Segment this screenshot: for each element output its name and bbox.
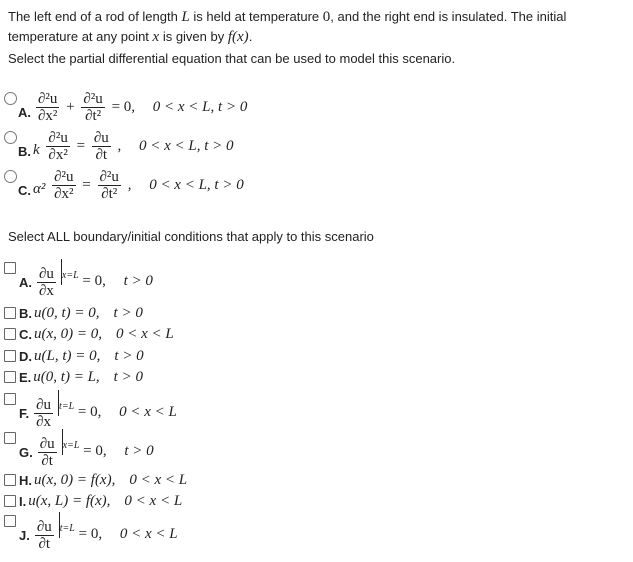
fraction bbox=[37, 266, 56, 299]
expression: u(x, L) = f(x), bbox=[28, 492, 111, 509]
condition: 0 < x < L bbox=[116, 325, 174, 342]
checkbox[interactable] bbox=[4, 307, 16, 319]
fraction bbox=[81, 91, 104, 124]
option-label: H. bbox=[19, 472, 32, 488]
rhs: , bbox=[127, 176, 132, 193]
math-x: x bbox=[152, 29, 160, 45]
expression: u(0, t) = 0, bbox=[34, 304, 100, 321]
option-label: E. bbox=[19, 369, 32, 385]
fraction bbox=[52, 169, 75, 202]
rhs: , bbox=[117, 137, 122, 154]
bc-option-g[interactable] bbox=[4, 432, 154, 469]
text: is given by bbox=[159, 29, 228, 44]
text: is held at temperature bbox=[189, 9, 323, 24]
fraction bbox=[98, 169, 121, 202]
math-f-of-x: f(x) bbox=[227, 29, 249, 45]
question-line-3: Select the partial differential equation that can be used to model this scenario. bbox=[8, 51, 456, 66]
option-label: B. bbox=[19, 305, 32, 321]
checkbox[interactable] bbox=[4, 515, 16, 527]
domain-condition: 0 < x < L, t > 0 bbox=[149, 176, 244, 193]
pde-option-b[interactable] bbox=[4, 131, 234, 161]
denominator: ∂t bbox=[95, 146, 108, 163]
evaluation-point: t=L bbox=[59, 523, 75, 535]
checkbox[interactable] bbox=[4, 495, 16, 507]
checkbox[interactable] bbox=[4, 371, 16, 383]
condition: 0 < x < L bbox=[129, 471, 188, 488]
numerator: ∂²u bbox=[48, 129, 68, 146]
numerator: ∂u bbox=[36, 396, 52, 413]
bc-option-e[interactable] bbox=[4, 366, 143, 388]
numerator: ∂u bbox=[39, 265, 54, 282]
fraction bbox=[38, 436, 57, 469]
denominator: ∂t² bbox=[101, 185, 118, 202]
operator: + bbox=[66, 98, 75, 115]
coefficient: k bbox=[33, 142, 40, 159]
numerator: ∂²u bbox=[54, 168, 74, 185]
evaluation-point: t=L bbox=[59, 401, 75, 413]
expression: u(0, t) = L, bbox=[33, 368, 100, 385]
condition: 0 < x < L bbox=[124, 492, 183, 509]
denominator: ∂x² bbox=[48, 146, 68, 163]
condition: t > 0 bbox=[123, 273, 153, 290]
bc-option-f[interactable] bbox=[4, 393, 177, 430]
numerator: ∂u bbox=[36, 518, 52, 535]
radio-button[interactable] bbox=[4, 131, 17, 144]
bc-option-h[interactable] bbox=[4, 469, 187, 491]
numerator: ∂²u bbox=[38, 90, 58, 107]
bc-option-d[interactable] bbox=[4, 345, 144, 367]
evaluation-point: x=L bbox=[61, 270, 79, 282]
expression: u(x, 0) = f(x), bbox=[34, 471, 116, 488]
checkbox[interactable] bbox=[4, 393, 16, 405]
numerator: ∂u bbox=[39, 435, 55, 452]
radio-button[interactable] bbox=[4, 170, 17, 183]
rhs: = 0, bbox=[111, 98, 136, 115]
option-label: A. bbox=[18, 104, 31, 120]
option-label: I. bbox=[19, 493, 27, 509]
numerator: ∂u bbox=[93, 129, 109, 146]
denominator: ∂x bbox=[39, 282, 54, 299]
denominator: ∂t² bbox=[85, 107, 102, 124]
text: temperature at any point bbox=[8, 29, 153, 44]
denominator: ∂x² bbox=[54, 185, 74, 202]
condition: t > 0 bbox=[113, 304, 143, 321]
numerator: ∂²u bbox=[83, 90, 103, 107]
evaluation-point: x=L bbox=[62, 440, 80, 452]
checkbox[interactable] bbox=[4, 328, 16, 340]
condition: t > 0 bbox=[113, 368, 143, 385]
checkbox[interactable] bbox=[4, 432, 16, 444]
numerator: ∂²u bbox=[99, 168, 119, 185]
option-label: B. bbox=[18, 143, 31, 159]
text: , and the right end is insulated. The initial bbox=[330, 9, 567, 24]
option-label: D. bbox=[19, 348, 32, 364]
condition: t > 0 bbox=[124, 443, 154, 460]
bc-prompt: Select ALL boundary/initial conditions that apply to this scenario bbox=[8, 229, 374, 244]
condition: 0 < x < L bbox=[119, 404, 177, 421]
coefficient: α² bbox=[33, 181, 46, 198]
option-label: C. bbox=[19, 326, 32, 342]
question-line-1 bbox=[8, 8, 566, 26]
rhs: = 0, bbox=[78, 526, 103, 543]
text: . bbox=[248, 29, 253, 44]
bc-option-a[interactable] bbox=[4, 262, 153, 299]
fraction bbox=[35, 519, 54, 552]
bc-option-j[interactable] bbox=[4, 515, 178, 552]
denominator: ∂x² bbox=[38, 107, 58, 124]
option-label: J. bbox=[19, 527, 30, 543]
condition: 0 < x < L bbox=[119, 526, 178, 543]
option-label: G. bbox=[19, 444, 33, 460]
rhs: = 0, bbox=[83, 443, 107, 460]
expression: u(x, 0) = 0, bbox=[34, 325, 103, 342]
rhs: = 0, bbox=[82, 273, 106, 290]
condition: t > 0 bbox=[114, 347, 144, 364]
bc-option-b[interactable] bbox=[4, 302, 143, 324]
fraction bbox=[92, 130, 111, 163]
checkbox[interactable] bbox=[4, 474, 16, 486]
denominator: ∂t bbox=[38, 535, 51, 552]
expression: u(L, t) = 0, bbox=[34, 347, 101, 364]
pde-option-a[interactable] bbox=[4, 92, 247, 122]
question-line-2 bbox=[8, 28, 252, 46]
option-label: A. bbox=[19, 274, 32, 290]
denominator: ∂t bbox=[41, 452, 53, 469]
checkbox[interactable] bbox=[4, 350, 16, 362]
domain-condition: 0 < x < L, t > 0 bbox=[138, 137, 234, 154]
option-label: C. bbox=[18, 182, 31, 198]
math-L: L bbox=[181, 9, 190, 25]
math-zero: 0 bbox=[322, 9, 331, 25]
radio-button[interactable] bbox=[4, 92, 17, 105]
option-label: F. bbox=[19, 405, 30, 421]
rhs: = 0, bbox=[77, 404, 102, 421]
fraction bbox=[36, 91, 59, 124]
fraction bbox=[46, 130, 69, 163]
bc-option-c[interactable] bbox=[4, 323, 174, 345]
operator: = bbox=[76, 137, 86, 154]
pde-option-c[interactable] bbox=[4, 170, 244, 200]
denominator: ∂x bbox=[36, 413, 52, 430]
domain-condition: 0 < x < L, t > 0 bbox=[152, 98, 248, 115]
checkbox[interactable] bbox=[4, 262, 16, 274]
text: The left end of a rod of length bbox=[8, 9, 182, 24]
operator: = bbox=[82, 176, 91, 193]
